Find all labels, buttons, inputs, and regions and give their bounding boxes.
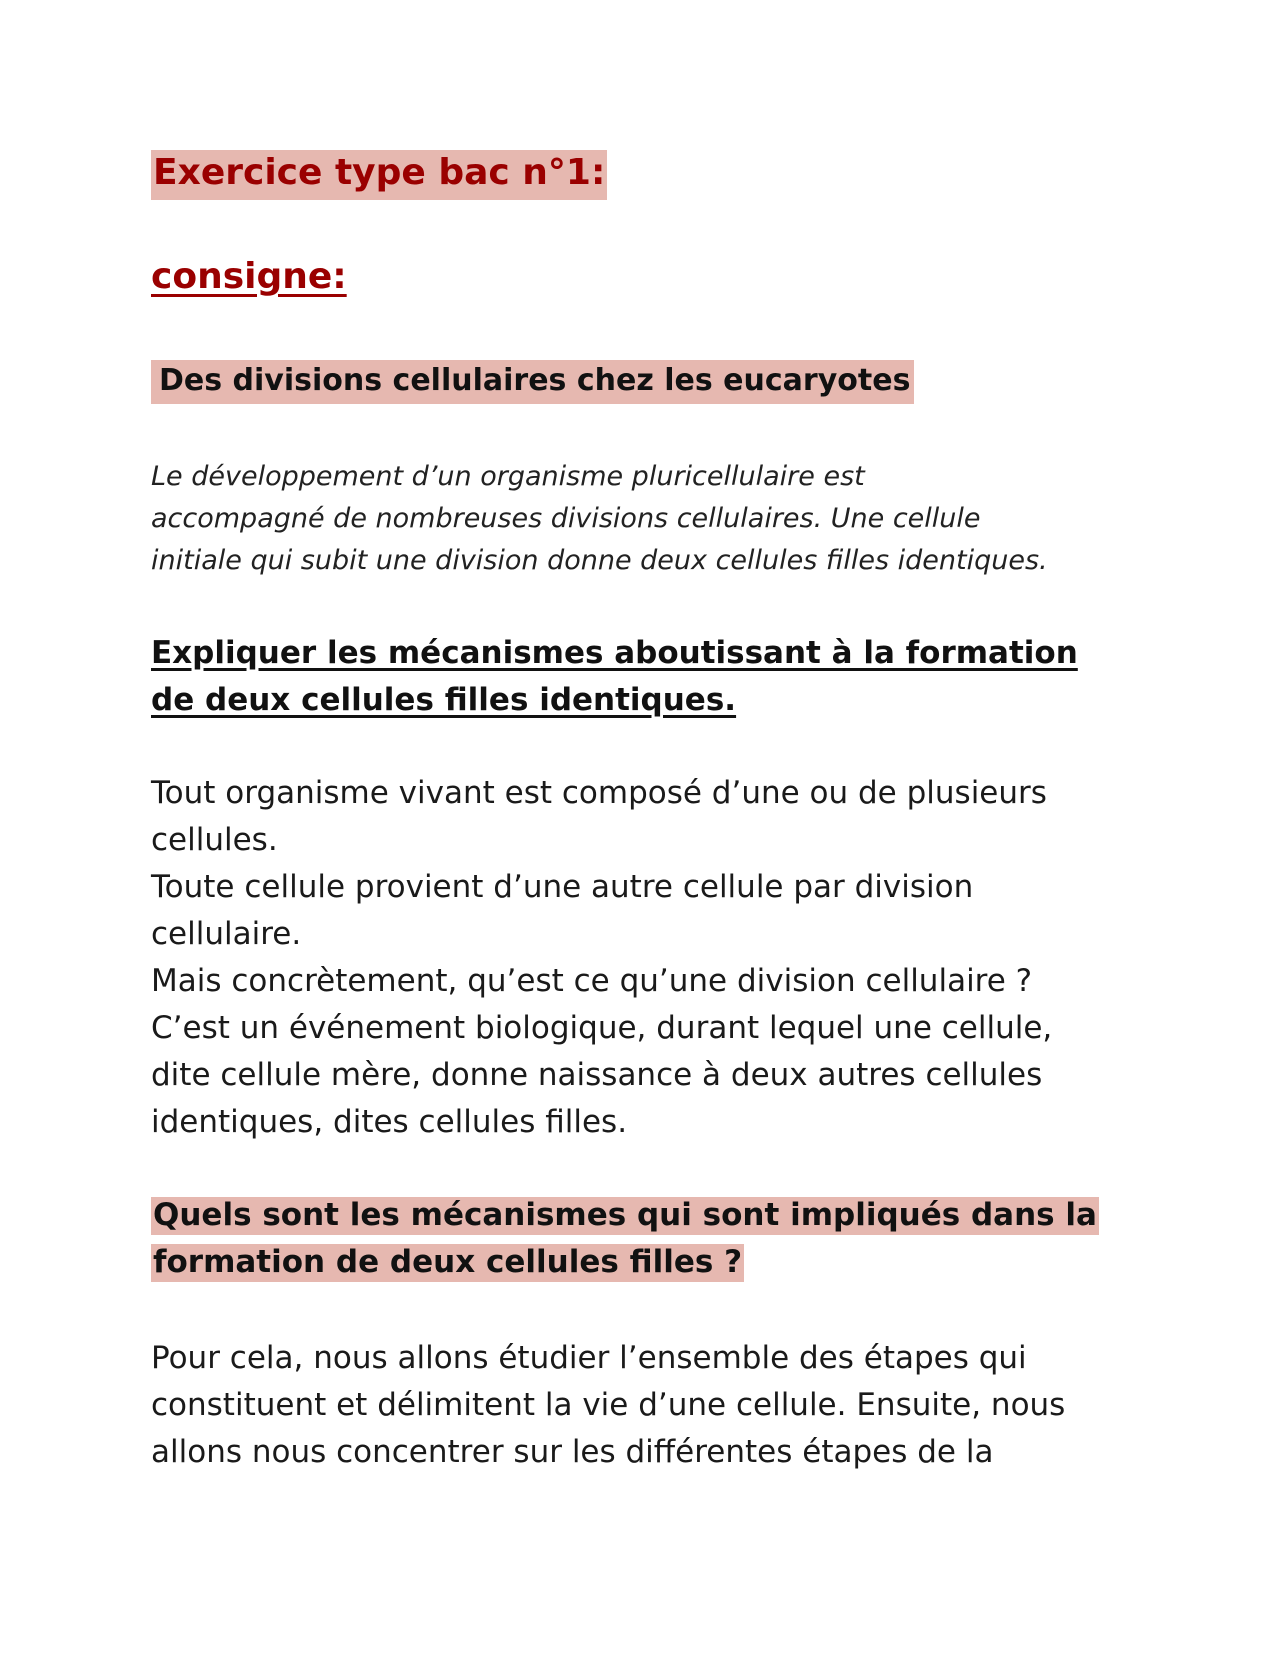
body-line: allons nous concentrer sur les différentes étapes de la bbox=[151, 1434, 994, 1470]
body-line: constituent et délimitent la vie d’une cellule. Ensuite, nous bbox=[151, 1387, 1066, 1423]
task-line: de deux cellules filles identiques. bbox=[151, 682, 737, 718]
body-line: cellules. bbox=[151, 822, 278, 858]
body-paragraph-2 bbox=[151, 1335, 1065, 1476]
intro-line: Le développement d’un organisme pluricellulaire est bbox=[151, 461, 865, 492]
instruction-heading: consigne: bbox=[151, 256, 347, 297]
body-line: dite cellule mère, donne naissance à deux autres cellules bbox=[151, 1057, 1043, 1093]
body-line: cellulaire. bbox=[151, 916, 302, 952]
body-line: Toute cellule provient d’une autre cellule par division bbox=[151, 869, 974, 905]
body-line: Pour cela, nous allons étudier l’ensemble des étapes qui bbox=[151, 1340, 1027, 1376]
body-line: Tout organisme vivant est composé d’une ou de plusieurs bbox=[151, 775, 1047, 811]
body-line: C’est un événement biologique, durant lequel une cellule, bbox=[151, 1010, 1053, 1046]
exercise-title: Exercice type bac n°1: bbox=[151, 150, 607, 200]
task-line: Expliquer les mécanismes aboutissant à la formation bbox=[151, 635, 1078, 671]
intro-line: initiale qui subit une division donne deux cellules filles identiques. bbox=[151, 545, 1048, 576]
task-statement bbox=[151, 630, 1078, 724]
body-paragraph-1 bbox=[151, 770, 1052, 1146]
question-line: formation de deux cellules filles ? bbox=[153, 1244, 743, 1280]
question-line: Quels sont les mécanismes qui sont impliqués dans la bbox=[153, 1197, 1097, 1233]
body-line: identiques, dites cellules filles. bbox=[151, 1104, 628, 1140]
question-heading bbox=[151, 1192, 1099, 1286]
intro-paragraph bbox=[151, 456, 1141, 582]
intro-line: accompagné de nombreuses divisions cellulaires. Une cellule bbox=[151, 503, 981, 534]
body-line: Mais concrètement, qu’est ce qu’une division cellulaire ? bbox=[151, 963, 1033, 999]
subject-heading: Des divisions cellulaires chez les eucaryotes bbox=[151, 360, 914, 404]
